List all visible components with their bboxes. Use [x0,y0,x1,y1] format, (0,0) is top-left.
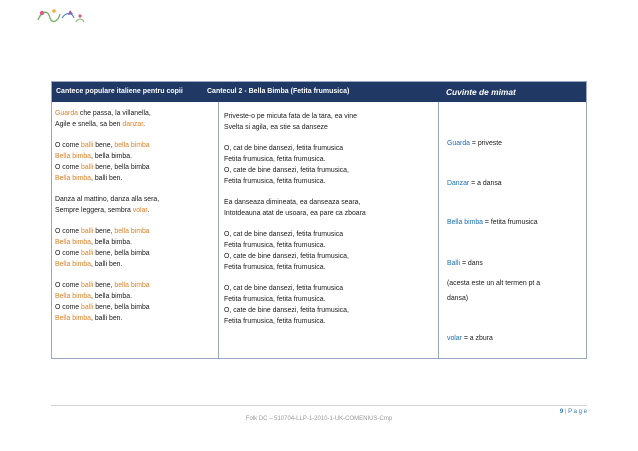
header-mime-words: Cuvinte de mimat [446,87,516,97]
footer-text: Folk DC – 510704-LLP-1-2010-1-UK-COMENIUS-Cmp [245,416,393,422]
song-table [51,81,587,359]
folk-dc-logo [36,6,86,26]
column-divider [218,102,219,358]
glossary-entry: Bella bimba = fetita frumusica [447,219,538,226]
glossary-entry: Danzar = a dansa [447,180,502,187]
italian-lyric-line: Danza al mattino, danza alla sera, [55,196,160,203]
romanian-lyric-line: Fetita frumusica, fetita frumusica. [224,178,326,185]
italian-lyric-line: Bella bimba, bella bimba. [55,239,132,246]
footer-rule [51,405,587,406]
glossary-entry: Balli = dans [447,260,483,267]
italian-lyric-line: O come balli bene, bella bimba [55,164,150,171]
italian-lyric-line: O come balli bene, bella bimba [55,282,150,289]
romanian-lyric-line: Fetita frumusica, fetita frumusica. [224,156,326,163]
table-header [52,82,586,102]
column-divider [438,102,439,358]
romanian-lyric-line: O, cate de bine dansezi, fetita frumusica, [224,167,349,174]
romanian-lyric-line: O, cate de bine dansezi, fetita frumusica, [224,307,349,314]
romanian-lyric-line: Fetita frumusica, fetita frumusica. [224,264,326,271]
italian-lyric-line: Bella bimba, bella bimba. [55,293,132,300]
italian-lyric-line: Guarda che passa, la villanella, [55,110,151,117]
italian-lyric-line: Bella bimba, balli ben. [55,315,123,322]
italian-lyric-line: O come balli bene, bella bimba [55,142,150,149]
header-song-title: Cantecul 2 - Bella Bimba (Fetita frumusica) [207,88,350,95]
header-songs: Cantece populare italiene pentru copii [56,88,183,95]
romanian-lyric-line: Fetita frumusica, fetita frumusica. [224,318,326,325]
glossary-note: (acesta este un alt termen pt a [447,280,541,287]
romanian-lyric-line: Fetita frumusica, fetita frumusica. [224,296,326,303]
glossary-note: dansa) [447,295,469,302]
italian-lyric-line: O come balli bene, bella bimba [55,250,150,257]
italian-lyric-line: Sempre leggera, sembra volar. [55,207,150,214]
romanian-lyric-line: Fetita frumusica, fetita frumusica. [224,242,326,249]
glossary-entry: volar = a zbura [447,335,493,342]
italian-lyric-line: Agile e snella, sa ben danzar. [55,121,146,128]
italian-lyric-line: Bella bimba, balli ben. [55,261,123,268]
italian-lyric-line: Bella bimba, balli ben. [55,175,123,182]
romanian-lyric-line: O, cat de bine dansezi, fetita frumusica [224,231,344,238]
page-number: 9 | P a g e [559,409,587,415]
romanian-lyric-line: O, cat de bine dansezi, fetita frumusica [224,145,344,152]
italian-lyric-line: O come balli bene, bella bimba [55,228,150,235]
romanian-lyric-line: O, cate de bine dansezi, fetita frumusica, [224,253,349,260]
italian-lyric-line: O come balli bene, bella bimba [55,304,150,311]
romanian-lyric-line: Intotdeauna atat de usoara, ea pare ca zboara [224,210,366,217]
romanian-lyric-line: O, cat de bine dansezi, fetita frumusica [224,285,344,292]
glossary-entry: Guarda = priveste [447,140,502,147]
romanian-lyric-line: Svelta si agila, ea stie sa danseze [224,124,328,131]
romanian-lyric-line: Priveste-o pe micuta fata de la tara, ea vine [224,113,357,120]
romanian-lyric-line: Ea danseaza dimineata, ea danseaza seara, [224,199,361,206]
italian-lyric-line: Bella bimba, bella bimba. [55,153,132,160]
